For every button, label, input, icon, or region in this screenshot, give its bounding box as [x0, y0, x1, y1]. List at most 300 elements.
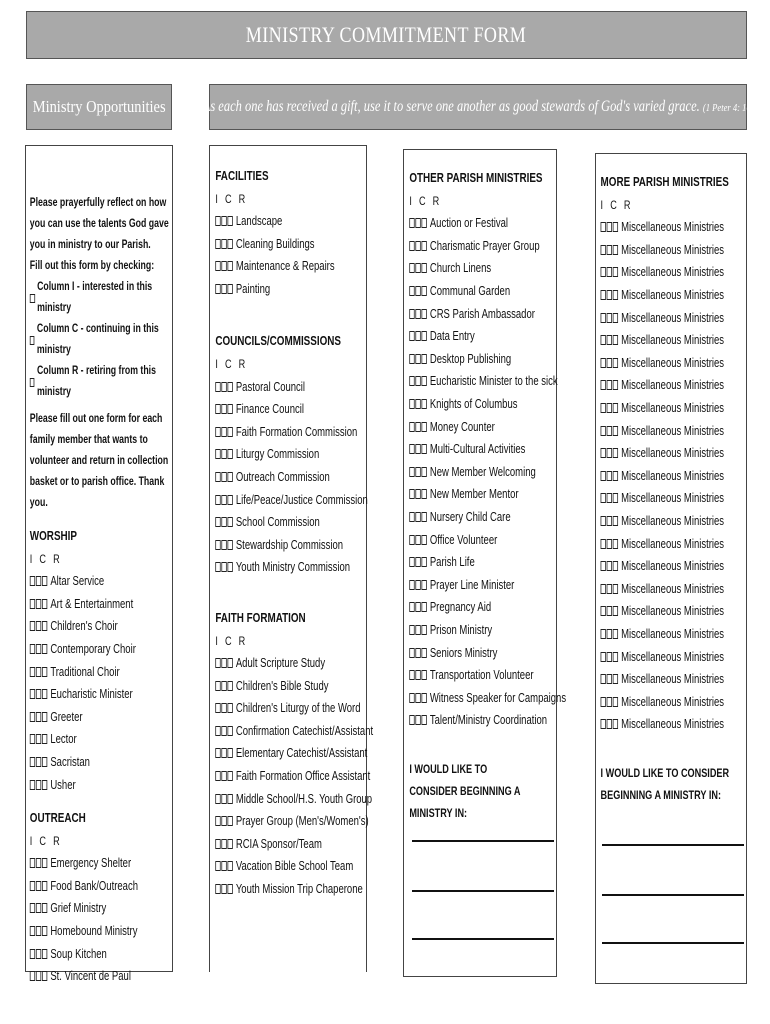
- checkbox-i[interactable]: [215, 681, 220, 691]
- checkbox-i[interactable]: [601, 516, 606, 526]
- checkbox-c[interactable]: [36, 858, 41, 868]
- checkbox-i[interactable]: [601, 471, 606, 481]
- checkbox-c[interactable]: [36, 667, 41, 677]
- checkbox-r[interactable]: [613, 380, 618, 390]
- checkbox-c[interactable]: [221, 839, 226, 849]
- checkbox-r[interactable]: [613, 629, 618, 639]
- checkbox-r[interactable]: [227, 216, 232, 226]
- checkbox-i[interactable]: [30, 576, 35, 586]
- checkbox-r[interactable]: [613, 358, 618, 368]
- checkbox-c[interactable]: [415, 535, 420, 545]
- faith-item-label: Faith Formation Office Assistant: [235, 768, 371, 783]
- checkbox-r[interactable]: [42, 903, 47, 913]
- checkbox-c[interactable]: [415, 218, 420, 228]
- checkbox-c[interactable]: [221, 404, 226, 414]
- column-intro-worship-outreach: [25, 145, 173, 984]
- checkbox-r[interactable]: [613, 290, 618, 300]
- checkbox-c[interactable]: [415, 625, 420, 635]
- checkbox-i[interactable]: [215, 562, 220, 572]
- checkbox-r[interactable]: [421, 399, 426, 409]
- icr-checkbox-group: [601, 471, 619, 481]
- checkbox-i[interactable]: [30, 926, 35, 936]
- checkbox-r[interactable]: [227, 726, 232, 736]
- checkbox-c[interactable]: [221, 540, 226, 550]
- checkbox-r[interactable]: [421, 535, 426, 545]
- checkbox-c[interactable]: [221, 472, 226, 482]
- checkbox-i[interactable]: [30, 949, 35, 959]
- checkbox-i[interactable]: [30, 689, 35, 699]
- checkbox-r[interactable]: [613, 719, 618, 729]
- checkbox-i[interactable]: [30, 621, 35, 631]
- facilities-item-label: Landscape: [235, 214, 283, 229]
- checkbox-i[interactable]: [215, 748, 220, 758]
- checkbox-c[interactable]: [607, 719, 612, 729]
- checkbox-i[interactable]: [601, 245, 606, 255]
- checkbox-r[interactable]: [613, 493, 618, 503]
- checkbox-r[interactable]: [227, 681, 232, 691]
- other-item: [409, 302, 560, 325]
- checkbox-i[interactable]: [409, 602, 414, 612]
- checkbox-r[interactable]: [227, 382, 232, 392]
- icr-checkbox-group: [601, 267, 619, 277]
- checkbox-r[interactable]: [421, 602, 426, 612]
- checkbox-i[interactable]: [215, 284, 220, 294]
- checkbox-c[interactable]: [36, 881, 41, 891]
- checkbox-i[interactable]: [215, 839, 220, 849]
- checkbox-c[interactable]: [221, 771, 226, 781]
- checkbox-c[interactable]: [415, 670, 420, 680]
- checkbox-c[interactable]: [415, 557, 420, 567]
- checkbox-c[interactable]: [221, 884, 226, 894]
- checkbox-r[interactable]: [613, 313, 618, 323]
- checkbox-i[interactable]: [215, 861, 220, 871]
- checkbox-r[interactable]: [421, 489, 426, 499]
- checkbox-r[interactable]: [227, 816, 232, 826]
- checkbox-c[interactable]: [415, 693, 420, 703]
- checkbox-i[interactable]: [409, 512, 414, 522]
- checkbox-r[interactable]: [42, 780, 47, 790]
- checkbox-r[interactable]: [227, 427, 232, 437]
- more-write-in-line-2[interactable]: [602, 894, 744, 896]
- checkbox-r[interactable]: [613, 222, 618, 232]
- checkbox-c[interactable]: [415, 602, 420, 612]
- checkbox-r[interactable]: [613, 448, 618, 458]
- checkbox-c[interactable]: [36, 599, 41, 609]
- checkbox-c[interactable]: [221, 284, 226, 294]
- other-item-label: CRS Parish Ambassador: [429, 306, 535, 321]
- checkbox-r[interactable]: [421, 715, 426, 725]
- checkbox-r[interactable]: [227, 495, 232, 505]
- checkbox-i[interactable]: [215, 658, 220, 668]
- checkbox-c[interactable]: [221, 382, 226, 392]
- checkbox-i[interactable]: [601, 313, 606, 323]
- checkbox-c[interactable]: [607, 629, 612, 639]
- checkbox-i[interactable]: [409, 218, 414, 228]
- checkbox-c[interactable]: [415, 241, 420, 251]
- checkbox-i[interactable]: [601, 539, 606, 549]
- checkbox-i[interactable]: [30, 757, 35, 767]
- checkbox-r[interactable]: [421, 218, 426, 228]
- faith-item: [215, 787, 373, 810]
- more-write-in-line-1[interactable]: [602, 844, 744, 846]
- checkbox-c[interactable]: [36, 734, 41, 744]
- checkbox-c[interactable]: [415, 331, 420, 341]
- checkbox-i[interactable]: [215, 449, 220, 459]
- icr-checkbox-group: [215, 449, 233, 459]
- checkbox-r[interactable]: [421, 354, 426, 364]
- checkbox-c[interactable]: [415, 263, 420, 273]
- icr-checkbox-group: [409, 241, 427, 251]
- checkbox-i[interactable]: [215, 261, 220, 271]
- checkbox-c[interactable]: [221, 861, 226, 871]
- checkbox-r[interactable]: [42, 971, 47, 981]
- checkbox-c[interactable]: [607, 493, 612, 503]
- checkbox-r[interactable]: [42, 621, 47, 631]
- checkbox-c[interactable]: [221, 658, 226, 668]
- checkbox-r[interactable]: [421, 648, 426, 658]
- checkbox-c[interactable]: [36, 712, 41, 722]
- more-item: [601, 352, 750, 375]
- checkbox-i[interactable]: [409, 467, 414, 477]
- checkbox-r[interactable]: [613, 584, 618, 594]
- checkbox-i[interactable]: [601, 652, 606, 662]
- checkbox-c[interactable]: [415, 648, 420, 658]
- checkbox-i[interactable]: [30, 712, 35, 722]
- checkbox-r[interactable]: [613, 403, 618, 413]
- checkbox-c[interactable]: [415, 489, 420, 499]
- checkbox-i[interactable]: [409, 580, 414, 590]
- checkbox-i[interactable]: [601, 335, 606, 345]
- checkbox-i[interactable]: [409, 331, 414, 341]
- checkbox-i[interactable]: [30, 644, 35, 654]
- checkbox-c[interactable]: [36, 644, 41, 654]
- checkbox-c[interactable]: [415, 376, 420, 386]
- checkbox-r[interactable]: [227, 748, 232, 758]
- checkbox-c[interactable]: [221, 449, 226, 459]
- checkbox-r[interactable]: [227, 703, 232, 713]
- outreach-item-label: Grief Ministry: [50, 901, 107, 916]
- icr-checkbox-group: [601, 222, 619, 232]
- checkbox-c[interactable]: [607, 313, 612, 323]
- checkbox-i[interactable]: [601, 697, 606, 707]
- checkbox-i[interactable]: [409, 376, 414, 386]
- checkbox-r[interactable]: [421, 670, 426, 680]
- checkbox-c[interactable]: [221, 703, 226, 713]
- checkbox-r[interactable]: [227, 239, 232, 249]
- checkbox-i[interactable]: [409, 263, 414, 273]
- checkbox-r[interactable]: [227, 517, 232, 527]
- checkbox-c[interactable]: [36, 971, 41, 981]
- checkbox-r[interactable]: [613, 245, 618, 255]
- checkbox-r[interactable]: [421, 241, 426, 251]
- checkbox-r[interactable]: [227, 771, 232, 781]
- icr-checkbox-group: [409, 625, 427, 635]
- checkbox-i[interactable]: [409, 241, 414, 251]
- checkbox-c[interactable]: [415, 399, 420, 409]
- checkbox-i[interactable]: [601, 606, 606, 616]
- checkbox-r[interactable]: [227, 562, 232, 572]
- checkbox-i[interactable]: [409, 715, 414, 725]
- checkbox-i[interactable]: [601, 358, 606, 368]
- checkbox-i[interactable]: [215, 726, 220, 736]
- checkbox-r[interactable]: [227, 839, 232, 849]
- checkbox-c[interactable]: [607, 516, 612, 526]
- checkbox-r[interactable]: [421, 422, 426, 432]
- checkbox-i[interactable]: [409, 286, 414, 296]
- checkbox-r[interactable]: [613, 539, 618, 549]
- checkbox-c[interactable]: [36, 949, 41, 959]
- icr-checkbox-group: [30, 689, 48, 699]
- checkbox-r[interactable]: [42, 644, 47, 654]
- checkbox-r[interactable]: [421, 693, 426, 703]
- checkbox-c[interactable]: [221, 495, 226, 505]
- checkbox-r[interactable]: [42, 858, 47, 868]
- checkbox-i[interactable]: [409, 557, 414, 567]
- checkbox-i[interactable]: [409, 354, 414, 364]
- checkbox-c[interactable]: [415, 422, 420, 432]
- checkbox-i[interactable]: [409, 422, 414, 432]
- checkbox-c[interactable]: [607, 652, 612, 662]
- checkbox-r[interactable]: [613, 674, 618, 684]
- checkbox-c[interactable]: [415, 286, 420, 296]
- checkbox-i[interactable]: [409, 535, 414, 545]
- other-write-in-line-1[interactable]: [412, 840, 554, 842]
- checkbox-c[interactable]: [221, 239, 226, 249]
- checkbox-i[interactable]: [30, 881, 35, 891]
- checkbox-c[interactable]: [221, 261, 226, 271]
- checkbox-r[interactable]: [227, 861, 232, 871]
- checkbox-i[interactable]: [215, 703, 220, 713]
- checkbox-i[interactable]: [215, 495, 220, 505]
- more-item: [601, 284, 750, 307]
- checkbox-i[interactable]: [215, 884, 220, 894]
- checkbox-i[interactable]: [409, 489, 414, 499]
- checkbox-i[interactable]: [409, 693, 414, 703]
- checkbox-i[interactable]: [215, 382, 220, 392]
- more-item-label: Miscellaneous Ministries: [621, 604, 725, 619]
- checkbox-c[interactable]: [607, 426, 612, 436]
- checkbox-i[interactable]: [215, 517, 220, 527]
- checkbox-r[interactable]: [227, 284, 232, 294]
- checkbox-c[interactable]: [415, 715, 420, 725]
- checkbox-i[interactable]: [215, 427, 220, 437]
- icr-checkbox-group: [215, 726, 233, 736]
- checkbox-c[interactable]: [607, 561, 612, 571]
- checkbox-i[interactable]: [409, 670, 414, 680]
- checkbox-i[interactable]: [215, 239, 220, 249]
- checkbox-c[interactable]: [36, 689, 41, 699]
- checkbox-r[interactable]: [227, 794, 232, 804]
- icr-checkbox-group: [409, 444, 427, 454]
- checkbox-r[interactable]: [613, 516, 618, 526]
- faith-item-label: Vacation Bible School Team: [235, 859, 354, 874]
- checkbox-c[interactable]: [607, 403, 612, 413]
- checkbox-i[interactable]: [409, 648, 414, 658]
- icr-checkbox-group: [409, 467, 427, 477]
- checkbox-r[interactable]: [613, 606, 618, 616]
- checkbox-r[interactable]: [421, 309, 426, 319]
- checkbox-c[interactable]: [221, 562, 226, 572]
- checkbox-r[interactable]: [42, 949, 47, 959]
- checkbox-c[interactable]: [221, 726, 226, 736]
- checkbox-r[interactable]: [42, 667, 47, 677]
- checkbox-c[interactable]: [415, 309, 420, 319]
- checkbox-r[interactable]: [613, 652, 618, 662]
- checkbox-r[interactable]: [613, 267, 618, 277]
- checkbox-c[interactable]: [415, 580, 420, 590]
- checkbox-i[interactable]: [601, 380, 606, 390]
- more-item: [601, 645, 750, 668]
- checkbox-i[interactable]: [409, 399, 414, 409]
- checkbox-i[interactable]: [30, 667, 35, 677]
- checkbox-r[interactable]: [227, 261, 232, 271]
- checkbox-r[interactable]: [421, 376, 426, 386]
- checkbox-c[interactable]: [607, 539, 612, 549]
- checkbox-r[interactable]: [42, 599, 47, 609]
- checkbox-i[interactable]: [30, 971, 35, 981]
- checkbox-c[interactable]: [607, 267, 612, 277]
- checkbox-c[interactable]: [221, 748, 226, 758]
- checkbox-r[interactable]: [227, 472, 232, 482]
- checkbox-i[interactable]: [215, 816, 220, 826]
- checkbox-i[interactable]: [30, 780, 35, 790]
- checkbox-i[interactable]: [601, 719, 606, 729]
- checkbox-r[interactable]: [613, 426, 618, 436]
- icr-checkbox-group: [409, 263, 427, 273]
- checkbox-r[interactable]: [42, 926, 47, 936]
- checkbox-c[interactable]: [607, 290, 612, 300]
- checkbox-c[interactable]: [607, 674, 612, 684]
- checkbox-r[interactable]: [421, 467, 426, 477]
- checkbox-c[interactable]: [221, 427, 226, 437]
- checkbox-c[interactable]: [607, 697, 612, 707]
- checkbox-i[interactable]: [601, 561, 606, 571]
- more-write-in-line-3[interactable]: [602, 942, 744, 944]
- checkbox-i[interactable]: [601, 222, 606, 232]
- checkbox-r[interactable]: [613, 561, 618, 571]
- checkbox-r[interactable]: [421, 512, 426, 522]
- other-item: [409, 461, 560, 484]
- checkbox-i[interactable]: [409, 309, 414, 319]
- checkbox-c[interactable]: [221, 794, 226, 804]
- checkbox-r[interactable]: [421, 263, 426, 273]
- checkbox-c[interactable]: [607, 471, 612, 481]
- other-item-label: Auction or Festival: [429, 216, 508, 231]
- checkbox-r[interactable]: [421, 625, 426, 635]
- icr-checkbox-group: [409, 331, 427, 341]
- checkbox-i[interactable]: [409, 625, 414, 635]
- other-item: [409, 641, 560, 664]
- checkbox-i[interactable]: [30, 734, 35, 744]
- checkbox-r[interactable]: [227, 658, 232, 668]
- checkbox-r[interactable]: [421, 557, 426, 567]
- checkbox-r[interactable]: [42, 881, 47, 891]
- checkbox-c[interactable]: [607, 448, 612, 458]
- checkbox-r[interactable]: [227, 540, 232, 550]
- checkbox-c[interactable]: [221, 517, 226, 527]
- icr-checkbox-group: [30, 712, 48, 722]
- checkbox-i[interactable]: [601, 584, 606, 594]
- checkbox-c[interactable]: [607, 584, 612, 594]
- checkbox-c[interactable]: [415, 444, 420, 454]
- checkbox-r[interactable]: [421, 580, 426, 590]
- checkbox-c[interactable]: [415, 467, 420, 477]
- checkbox-r[interactable]: [42, 712, 47, 722]
- checkbox-c[interactable]: [221, 816, 226, 826]
- checkbox-i[interactable]: [215, 404, 220, 414]
- checkbox-r[interactable]: [613, 471, 618, 481]
- checkbox-i[interactable]: [601, 629, 606, 639]
- checkbox-c[interactable]: [36, 780, 41, 790]
- checkbox-i[interactable]: [601, 426, 606, 436]
- checkbox-c[interactable]: [36, 903, 41, 913]
- checkbox-c[interactable]: [415, 354, 420, 364]
- outreach-item-label: Emergency Shelter: [50, 856, 132, 871]
- checkbox-r[interactable]: [613, 335, 618, 345]
- checkbox-c[interactable]: [607, 335, 612, 345]
- checkbox-i[interactable]: [215, 771, 220, 781]
- checkbox-i[interactable]: [409, 444, 414, 454]
- other-item: [409, 506, 560, 529]
- checkbox-r[interactable]: [42, 576, 47, 586]
- other-item-label: Prayer Line Minister: [429, 577, 515, 592]
- checkbox-c[interactable]: [36, 926, 41, 936]
- checkbox-i[interactable]: [601, 403, 606, 413]
- checkbox-i[interactable]: [30, 858, 35, 868]
- checkbox-c[interactable]: [415, 512, 420, 522]
- checkbox-i[interactable]: [601, 448, 606, 458]
- checkbox-c[interactable]: [36, 757, 41, 767]
- checkbox-r[interactable]: [227, 884, 232, 894]
- checkbox-c[interactable]: [607, 606, 612, 616]
- checkbox-r[interactable]: [42, 689, 47, 699]
- checkbox-c[interactable]: [36, 621, 41, 631]
- checkbox-r[interactable]: [227, 404, 232, 414]
- more-item: [601, 397, 750, 420]
- checkbox-i[interactable]: [601, 493, 606, 503]
- checkbox-c[interactable]: [607, 380, 612, 390]
- checkbox-r[interactable]: [613, 697, 618, 707]
- checkbox-i[interactable]: [601, 267, 606, 277]
- checkbox-i[interactable]: [601, 290, 606, 300]
- checkbox-c[interactable]: [607, 245, 612, 255]
- checkbox-i[interactable]: [215, 472, 220, 482]
- checkbox-i[interactable]: [215, 216, 220, 226]
- faith-item: [215, 742, 370, 765]
- checkbox-i[interactable]: [601, 674, 606, 684]
- other-item-label: Money Counter: [429, 419, 495, 434]
- other-write-in-line-2[interactable]: [412, 890, 554, 892]
- checkbox-c[interactable]: [36, 576, 41, 586]
- icr-checkbox-group: [30, 926, 48, 936]
- checkbox-i[interactable]: [215, 540, 220, 550]
- checkbox-c[interactable]: [607, 222, 612, 232]
- checkbox-r[interactable]: [42, 734, 47, 744]
- checkbox-c[interactable]: [221, 681, 226, 691]
- checkbox-i[interactable]: [30, 903, 35, 913]
- other-write-in-line-3[interactable]: [412, 938, 554, 940]
- checkbox-i[interactable]: [215, 794, 220, 804]
- checkbox-r[interactable]: [421, 444, 426, 454]
- checkbox-r[interactable]: [42, 757, 47, 767]
- checkbox-i[interactable]: [30, 599, 35, 609]
- checkbox-r[interactable]: [227, 449, 232, 459]
- checkbox-r[interactable]: [421, 331, 426, 341]
- checkbox-r[interactable]: [421, 286, 426, 296]
- other-item: [409, 664, 560, 687]
- checkbox-c[interactable]: [607, 358, 612, 368]
- checkbox-c[interactable]: [221, 216, 226, 226]
